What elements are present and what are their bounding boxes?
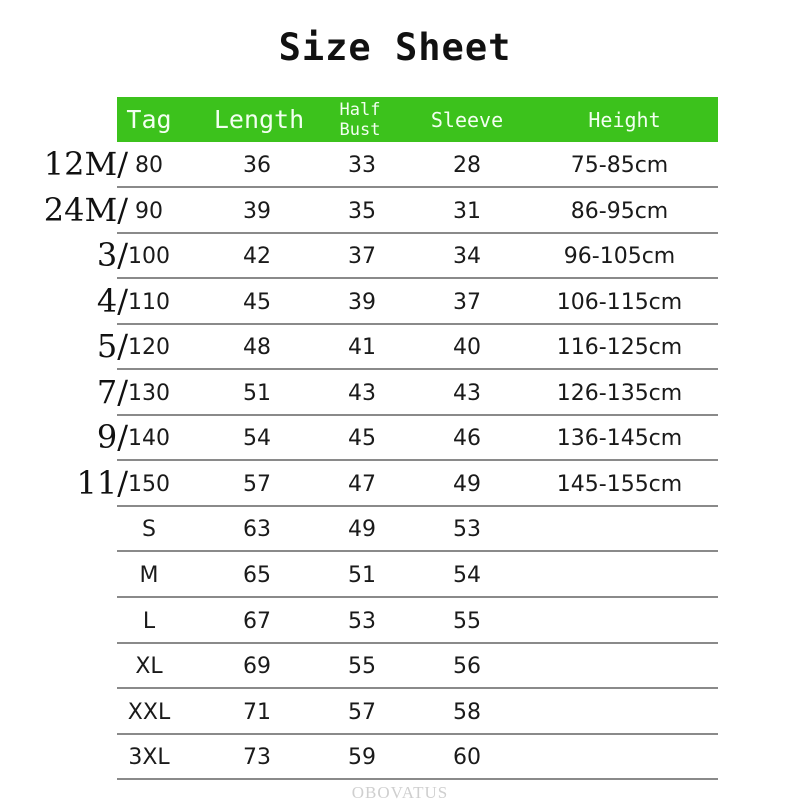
cell-height: 86-95cm xyxy=(570,198,669,224)
table-row xyxy=(117,280,718,325)
cell-length: 39 xyxy=(243,198,271,224)
header-half-bust-line2: Bust xyxy=(339,119,381,140)
table-row xyxy=(117,599,718,644)
cell-tag: 120 xyxy=(128,334,170,360)
cell-tag: L xyxy=(142,608,156,634)
cell-tag: 3XL xyxy=(128,744,170,770)
cell-tag: XXL xyxy=(127,699,171,725)
table-row xyxy=(117,462,718,507)
cell-sleeve: 43 xyxy=(453,380,481,406)
table-header xyxy=(117,97,718,142)
header-height: Height xyxy=(588,107,661,132)
row-divider xyxy=(117,459,718,461)
header-tag: Tag xyxy=(126,105,172,134)
cell-half-bust: 55 xyxy=(348,653,376,679)
row-divider xyxy=(117,778,718,780)
cell-length: 73 xyxy=(243,744,271,770)
cell-height: 136-145cm xyxy=(556,425,683,451)
cell-tag: M xyxy=(139,562,159,588)
cell-tag: 110 xyxy=(128,289,170,315)
cell-half-bust: 47 xyxy=(348,471,376,497)
cell-height: 116-125cm xyxy=(556,334,683,360)
age-label: 24M/ xyxy=(43,190,128,229)
age-label: 4/ xyxy=(96,281,128,320)
cell-length: 67 xyxy=(243,608,271,634)
cell-length: 51 xyxy=(243,380,271,406)
age-label: 12M/ xyxy=(43,144,128,183)
cell-length: 57 xyxy=(243,471,271,497)
cell-sleeve: 31 xyxy=(453,198,481,224)
table-row xyxy=(117,189,718,234)
cell-height xyxy=(522,553,717,597)
table-row xyxy=(117,644,718,689)
page-title: Size Sheet xyxy=(278,26,512,69)
age-label: 9/ xyxy=(96,417,128,456)
cell-length: 45 xyxy=(243,289,271,315)
header-sleeve: Sleeve xyxy=(430,107,504,132)
cell-sleeve: 55 xyxy=(453,608,481,634)
cell-tag: 150 xyxy=(128,471,170,497)
watermark: OBOVATUS xyxy=(351,783,449,802)
cell-length: 36 xyxy=(243,152,271,178)
age-label: 5/ xyxy=(96,326,128,365)
cell-height: 126-135cm xyxy=(556,380,683,406)
row-divider xyxy=(117,277,718,279)
cell-half-bust: 41 xyxy=(348,334,376,360)
cell-length: 42 xyxy=(243,243,271,269)
cell-height: 75-85cm xyxy=(570,152,669,178)
cell-tag: 100 xyxy=(128,243,170,269)
cell-half-bust: 35 xyxy=(348,198,376,224)
cell-sleeve: 49 xyxy=(453,471,481,497)
cell-sleeve: 53 xyxy=(453,516,481,542)
cell-height: 96-105cm xyxy=(563,243,676,269)
cell-tag: 130 xyxy=(128,380,170,406)
cell-length: 65 xyxy=(243,562,271,588)
cell-half-bust: 51 xyxy=(348,562,376,588)
cell-tag: S xyxy=(142,516,156,542)
header-half-bust xyxy=(330,97,390,142)
table-row xyxy=(117,234,718,279)
table-row xyxy=(117,507,718,552)
cell-sleeve: 34 xyxy=(453,243,481,269)
cell-tag: XL xyxy=(135,653,163,679)
cell-half-bust: 37 xyxy=(348,243,376,269)
cell-half-bust: 43 xyxy=(348,380,376,406)
cell-tag: 80 xyxy=(135,152,163,178)
table-row xyxy=(117,735,718,780)
cell-length: 54 xyxy=(243,425,271,451)
cell-tag: 140 xyxy=(128,425,170,451)
cell-half-bust: 53 xyxy=(348,608,376,634)
cell-length: 71 xyxy=(243,699,271,725)
cell-sleeve: 37 xyxy=(453,289,481,315)
cell-sleeve: 28 xyxy=(453,152,481,178)
cell-half-bust: 57 xyxy=(348,699,376,725)
table-row xyxy=(117,553,718,598)
cell-length: 69 xyxy=(243,653,271,679)
cell-height xyxy=(522,690,717,734)
header-half-bust-line1: Half xyxy=(339,99,381,120)
cell-half-bust: 33 xyxy=(348,152,376,178)
row-divider xyxy=(117,368,718,370)
cell-half-bust: 59 xyxy=(348,744,376,770)
cell-sleeve: 40 xyxy=(453,334,481,360)
cell-half-bust: 49 xyxy=(348,516,376,542)
cell-length: 63 xyxy=(243,516,271,542)
cell-half-bust: 45 xyxy=(348,425,376,451)
header-length: Length xyxy=(213,105,305,134)
row-divider xyxy=(117,596,718,598)
cell-sleeve: 60 xyxy=(453,744,481,770)
cell-length: 48 xyxy=(243,334,271,360)
table-row xyxy=(117,690,718,735)
row-divider xyxy=(117,687,718,689)
cell-height: 106-115cm xyxy=(556,289,683,315)
age-label: 3/ xyxy=(96,235,128,274)
cell-sleeve: 56 xyxy=(453,653,481,679)
row-divider xyxy=(117,550,718,552)
age-label: 11/ xyxy=(76,463,128,502)
cell-height xyxy=(522,599,717,643)
table-row xyxy=(117,143,718,188)
row-divider xyxy=(117,186,718,188)
cell-sleeve: 46 xyxy=(453,425,481,451)
cell-height xyxy=(522,735,717,779)
cell-half-bust: 39 xyxy=(348,289,376,315)
table-row xyxy=(117,325,718,370)
table-row xyxy=(117,371,718,416)
cell-sleeve: 54 xyxy=(453,562,481,588)
cell-height: 145-155cm xyxy=(556,471,683,497)
cell-tag: 90 xyxy=(135,198,163,224)
cell-height xyxy=(522,507,717,551)
age-label: 7/ xyxy=(96,372,128,411)
table-row xyxy=(117,416,718,461)
cell-sleeve: 58 xyxy=(453,699,481,725)
cell-height xyxy=(522,644,717,688)
